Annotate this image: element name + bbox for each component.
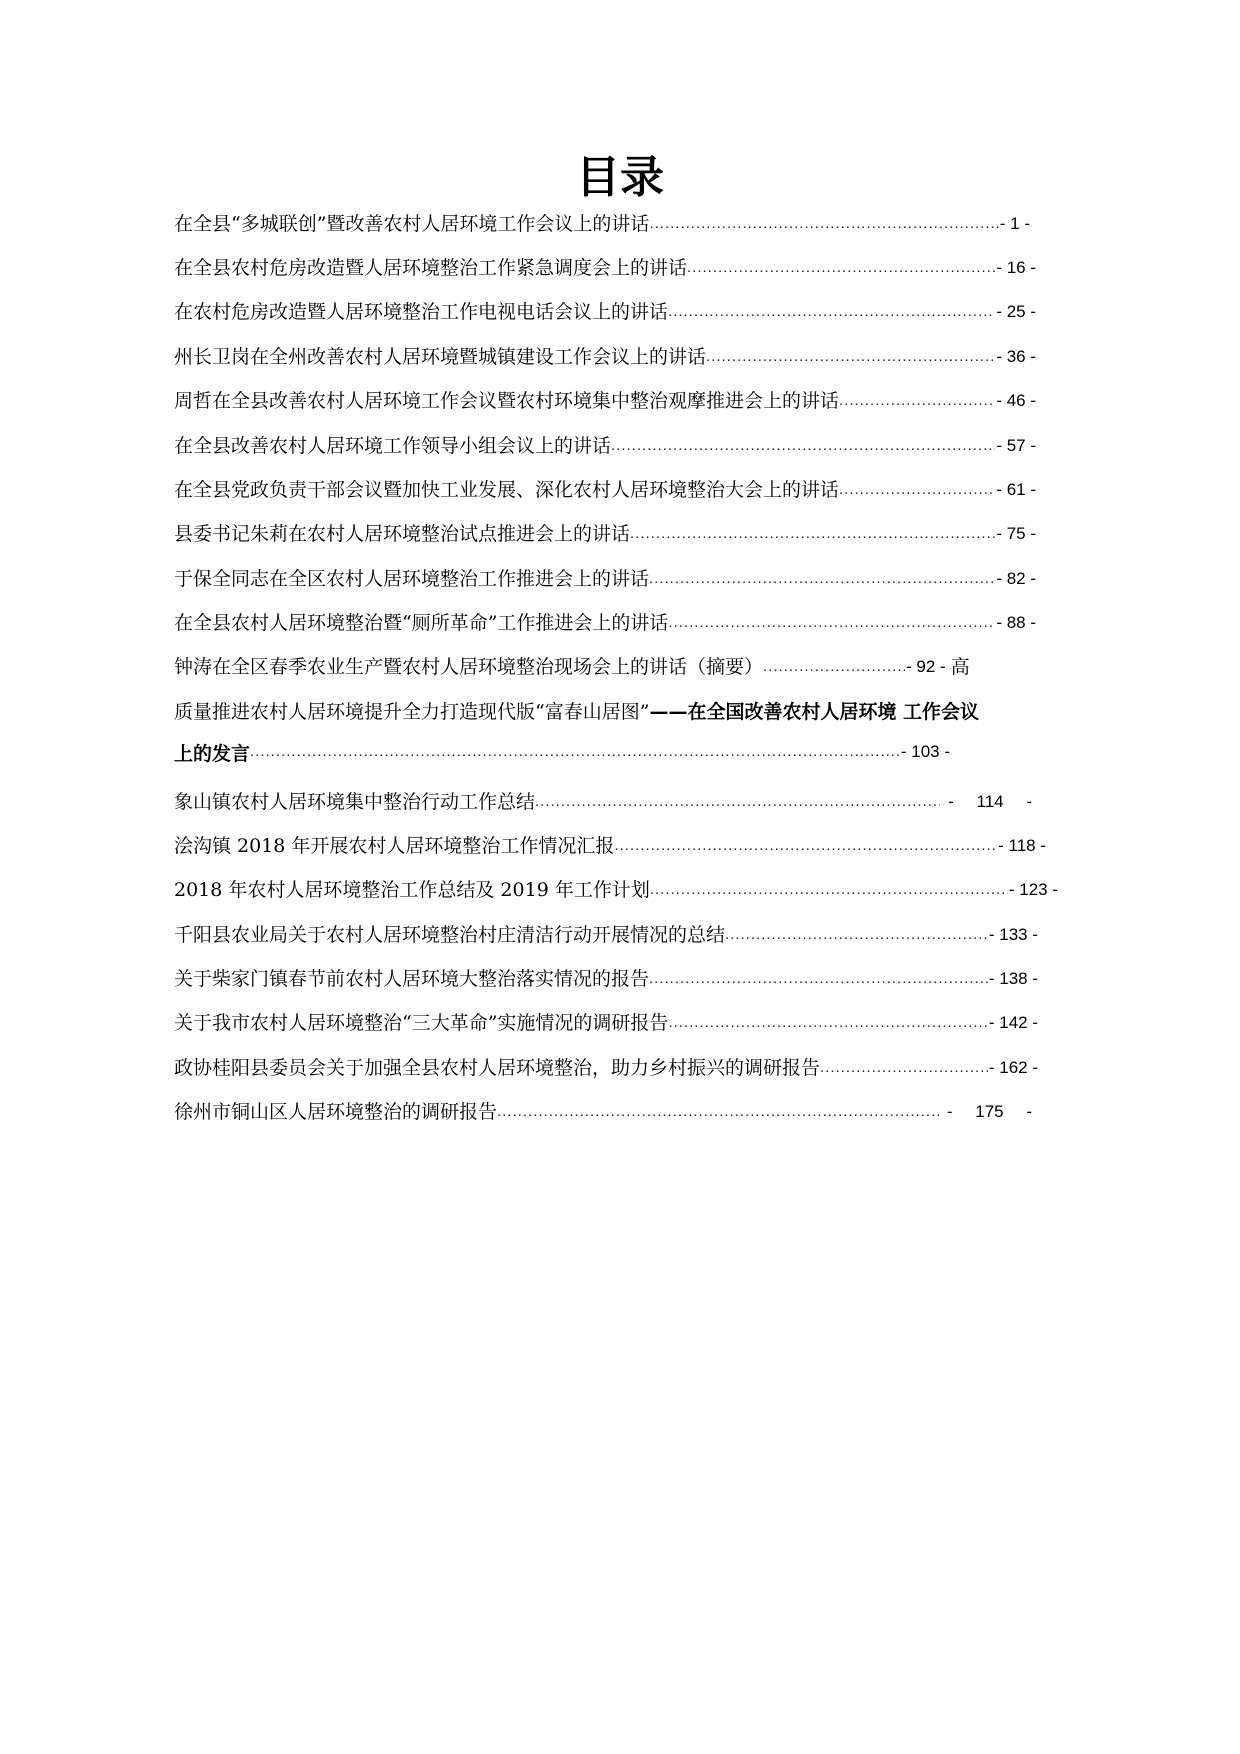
toc-leader bbox=[668, 1008, 987, 1038]
toc-entry-page: - 118 - bbox=[998, 836, 1046, 855]
toc-entry-line bbox=[174, 690, 1094, 730]
toc-entry-page: - 133 - bbox=[988, 925, 1038, 944]
toc-entry[interactable] bbox=[174, 519, 1036, 549]
toc-entry[interactable] bbox=[174, 1097, 1032, 1127]
toc-entry[interactable] bbox=[174, 1008, 1038, 1038]
toc-entry-page: - 175 - bbox=[946, 1102, 1032, 1121]
toc-entry-page: - 92 - bbox=[906, 657, 946, 676]
toc-entry-title: 于保全同志在全区农村人居环境整治工作推进会上的讲话 bbox=[174, 568, 650, 590]
toc-entry-page: - 46 - bbox=[996, 391, 1036, 410]
toc-entry-title: 在全县农村危房改造暨人居环境整治工作紧急调度会上的讲话 bbox=[174, 257, 688, 279]
toc-entry-title: 在全县改善农村人居环境工作领导小组会议上的讲话 bbox=[174, 435, 612, 457]
toc-entry-title: 周哲在全县改善农村人居环境工作会议暨农村环境集中整治观摩推进会上的讲话 bbox=[174, 390, 840, 412]
toc-entry-title: 徐州市铜山区人居环境整治的调研报告 bbox=[174, 1101, 498, 1123]
toc-entry-subtitle: 上的发言 bbox=[174, 742, 251, 765]
toc-entry-page: - 61 - bbox=[996, 480, 1036, 499]
toc-entry-title: 象山镇农村人居环境集中整治行动工作总结 bbox=[174, 791, 536, 813]
toc-leader bbox=[706, 342, 995, 372]
toc-entry-title: 政协桂阳县委员会关于加强全县农村人居环境整治，助力乡村振兴的调研报告 bbox=[174, 1057, 821, 1079]
toc-entry-page: - 142 - bbox=[988, 1013, 1038, 1032]
toc-entry[interactable] bbox=[174, 964, 1038, 994]
toc-entry-page: - 25 - bbox=[996, 302, 1036, 321]
toc-leader bbox=[250, 737, 900, 767]
toc-leader bbox=[725, 920, 988, 950]
toc-entry-title: 关于柴家门镇春节前农村人居环境大整治落实情况的报告 bbox=[174, 968, 650, 990]
toc-entry-title: 钟涛在全区春季农业生产暨农村人居环境整治现场会上的讲话（摘要） bbox=[174, 656, 764, 678]
toc-entry[interactable] bbox=[174, 787, 1032, 817]
toc-entry-page: - 103 - bbox=[900, 742, 950, 761]
toc-leader bbox=[650, 875, 1008, 905]
toc-entry-page: - 114 - bbox=[948, 792, 1032, 811]
toc-entry-title: 在全县农村人居环境整治暨“厕所革命”工作推进会上的讲话 bbox=[174, 612, 669, 634]
toc-leader bbox=[497, 1097, 939, 1127]
toc-entry-page: - 36 - bbox=[996, 347, 1036, 366]
toc-entry-title: 关于我市农村人居环境整治“三大革命”实施情况的调研报告 bbox=[174, 1012, 669, 1034]
toc-entry[interactable] bbox=[174, 253, 1036, 283]
toc-leader bbox=[763, 652, 905, 682]
toc-entry[interactable] bbox=[174, 209, 1030, 239]
toc-entry[interactable] bbox=[174, 920, 1038, 950]
toc-entry-title-continued: 高 bbox=[950, 656, 970, 678]
toc-leader bbox=[614, 831, 997, 861]
toc-entry-title: 州长卫岗在全州改善农村人居环境暨城镇建设工作会议上的讲话 bbox=[174, 346, 707, 368]
toc-entry-page: - 138 - bbox=[988, 969, 1038, 988]
toc-entry-line bbox=[174, 732, 950, 772]
toc-entry-page: - 162 - bbox=[988, 1058, 1038, 1077]
toc-entry[interactable] bbox=[174, 1053, 1038, 1083]
toc-entry-page: - 75 - bbox=[996, 524, 1036, 543]
toc-entry-page: - 16 - bbox=[996, 258, 1036, 277]
toc-entry-subtitle: ——在全国改善农村人居环境 工作会议 bbox=[649, 700, 980, 723]
toc-leader bbox=[535, 787, 940, 817]
toc-entry-title: 2018 年农村人居环境整治工作总结及 2019 年工作计划 bbox=[174, 879, 650, 901]
toc-leader bbox=[839, 475, 995, 505]
toc-entry[interactable] bbox=[174, 342, 1036, 372]
page-title: 目录 bbox=[576, 152, 664, 203]
toc-entry-title: 质量推进农村人居环境提升全力打造现代版“富春山居图” bbox=[174, 700, 650, 723]
toc-entry[interactable] bbox=[174, 297, 1036, 327]
toc-entry-page: - 88 - bbox=[996, 613, 1036, 632]
toc-entry[interactable] bbox=[174, 875, 1058, 905]
toc-entry-title: 在全县党政负责干部会议暨加快工业发展、深化农村人居环境整治大会上的讲话 bbox=[174, 479, 840, 501]
toc-leader bbox=[668, 608, 995, 638]
toc-entry[interactable] bbox=[174, 431, 1036, 461]
toc-entry[interactable] bbox=[174, 831, 1046, 861]
toc-entry-page: - 57 - bbox=[996, 436, 1036, 455]
toc-leader bbox=[649, 564, 995, 594]
toc-entry-title: 千阳县农业局关于农村人居环境整治村庄清洁行动开展情况的总结 bbox=[174, 924, 726, 946]
toc-entry-title: 浍沟镇 2018 年开展农村人居环境整治工作情况汇报 bbox=[174, 835, 615, 857]
toc-leader bbox=[649, 964, 988, 994]
toc-entry[interactable] bbox=[174, 564, 1036, 594]
toc-leader bbox=[649, 209, 998, 239]
toc-leader bbox=[839, 386, 995, 416]
toc-entry[interactable] bbox=[174, 475, 1036, 505]
toc-leader bbox=[687, 253, 995, 283]
toc-entry[interactable] bbox=[174, 608, 1036, 638]
toc-entry[interactable] bbox=[174, 652, 1076, 682]
toc-entry[interactable] bbox=[174, 386, 1036, 416]
toc-entry-page: - 82 - bbox=[996, 569, 1036, 588]
toc-leader bbox=[820, 1053, 988, 1083]
toc-entry-title: 在农村危房改造暨人居环境整治工作电视电话会议上的讲话 bbox=[174, 301, 669, 323]
toc-leader bbox=[630, 519, 995, 549]
toc-entry-title: 县委书记朱莉在农村人居环境整治试点推进会上的讲话 bbox=[174, 523, 631, 545]
toc-entry-page: - 123 - bbox=[1008, 880, 1058, 899]
toc-leader bbox=[611, 431, 995, 461]
toc-entry-title: 在全县“多城联创”暨改善农村人居环境工作会议上的讲话 bbox=[174, 213, 650, 235]
toc-leader bbox=[668, 297, 995, 327]
toc-entry-page: - 1 - bbox=[999, 214, 1030, 233]
